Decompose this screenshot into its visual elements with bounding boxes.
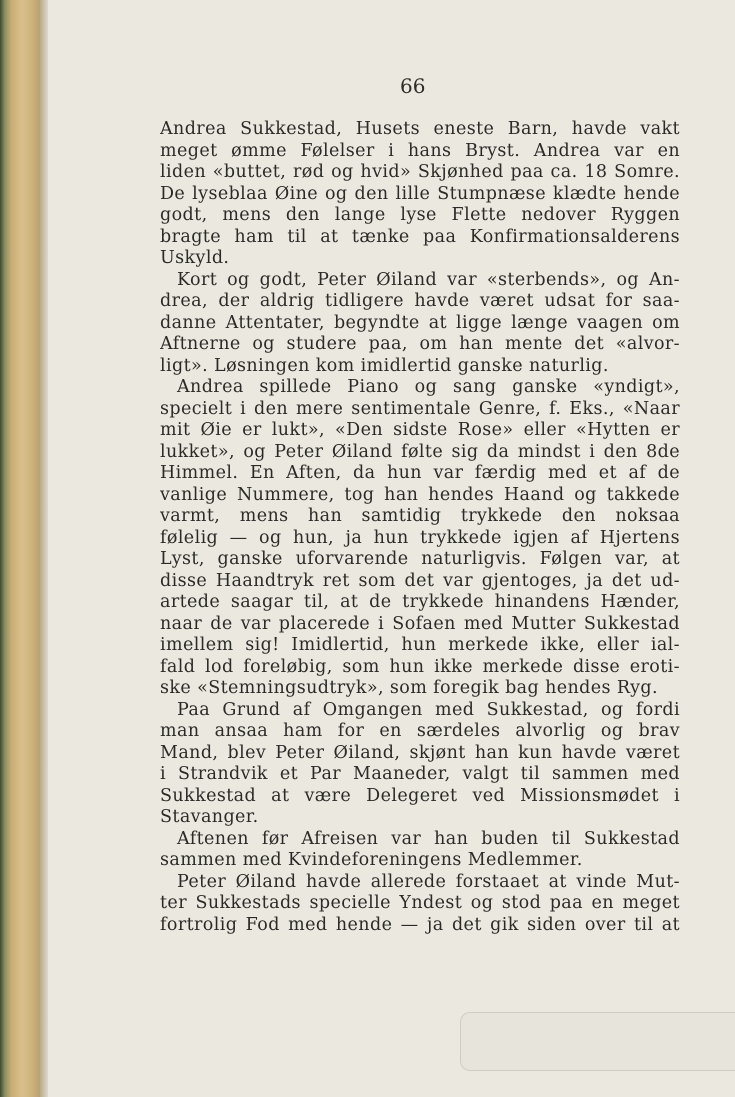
text-line: De lyseblaa Øine og den lille Stumpnæse klædte hende (160, 183, 680, 204)
text-line: ske «Stemningsudtryk», som foregik bag hendes Ryg. (160, 678, 658, 698)
text-line: Peter Øiland havde allerede forstaaet at vinde Mut- (177, 871, 680, 892)
book-binding (0, 0, 40, 1097)
text-line: sammen med Kvindeforeningens Medlemmer. (160, 850, 583, 870)
gutter-shadow (40, 0, 48, 1097)
text-line: ter Sukkestads specielle Yndest og stod paa en meget (160, 893, 680, 913)
text-line: Lyst, ganske uforvarende naturligvis. Følgen var, at (160, 549, 680, 569)
text-line: vanlige Nummere, tog han hendes Haand og takkede (160, 484, 680, 505)
text-line: Andrea spillede Piano og sang ganske «yndigt», (177, 377, 680, 397)
text-line: Aftnerne og studere paa, om han mente det «alvor- (160, 334, 680, 354)
text-line: Mand, blev Peter Øiland, skjønt han kun havde været (160, 742, 680, 763)
text-line: Himmel. En Aften, da hun var færdig med et af de (160, 463, 680, 483)
text-line: mit Øie er lukt», «Den sidste Rose» eller «Hytten er (160, 420, 680, 440)
text-line: drea, der aldrig tidligere havde været udsat for saa- (160, 291, 680, 311)
text-line: godt, mens den lange lyse Flette nedover Ryggen (160, 205, 680, 225)
text-line: danne Attentater, begyndte at ligge længe vaagen om (160, 312, 680, 333)
text-line: i Strandvik et Par Maaneder, valgt til sammen med (160, 764, 680, 784)
text-line: lukket», og Peter Øiland følte sig da mindst i den 8de (160, 441, 680, 462)
text-line: man ansaa ham for en særdeles alvorlig og brav (160, 721, 680, 741)
text-line: artede saagar til, at de trykkede hinandens Hænder, (160, 592, 680, 612)
text-line: fald lod foreløbig, som hun ikke merkede disse eroti- (160, 656, 680, 677)
text-line: liden «buttet, rød og hvid» Skjønhed paa ca. 18 Somre. (160, 162, 680, 182)
text-line: Kort og godt, Peter Øiland var «sterbends», og An- (177, 269, 680, 290)
text-line: naar de var placerede i Sofaen med Mutter Sukkestad (160, 613, 680, 634)
text-line: disse Haandtryk ret som det var gjentoges, ja det ud- (160, 570, 680, 591)
text-line: Sukkestad at være Delegeret ved Missionsmødet i (160, 785, 680, 806)
text-line: Stavanger. (160, 807, 259, 827)
text-line: Aftenen før Afreisen var han buden til Sukkestad (177, 828, 680, 849)
text-line: Uskyld. (160, 248, 230, 268)
library-stamp (460, 1012, 735, 1071)
text-line: bragte ham til at tænke paa Konfirmationsalderens (160, 226, 680, 247)
text-line: Paa Grund af Omgangen med Sukkestad, og fordi (177, 699, 680, 720)
text-line: specielt i den mere sentimentale Genre, f. Eks., «Naar (160, 398, 680, 419)
text-line: imellem sig! Imidlertid, hun merkede ikke, eller ial- (160, 635, 680, 655)
body-text (160, 119, 680, 936)
text-line: varmt, mens han samtidig trykkede den noksaa (160, 506, 680, 526)
text-line: meget ømme Følelser i hans Bryst. Andrea var en (160, 140, 680, 161)
text-line: fortrolig Fod med hende — ja det gik siden over til at (160, 914, 680, 935)
text-line: Andrea Sukkestad, Husets eneste Barn, havde vakt (160, 119, 680, 139)
text-line: følelig — og hun, ja hun trykkede igjen af Hjertens (160, 527, 680, 548)
page-number: 66 (400, 74, 426, 98)
text-line: ligt». Løsningen kom imidlertid ganske naturlig. (160, 355, 609, 376)
